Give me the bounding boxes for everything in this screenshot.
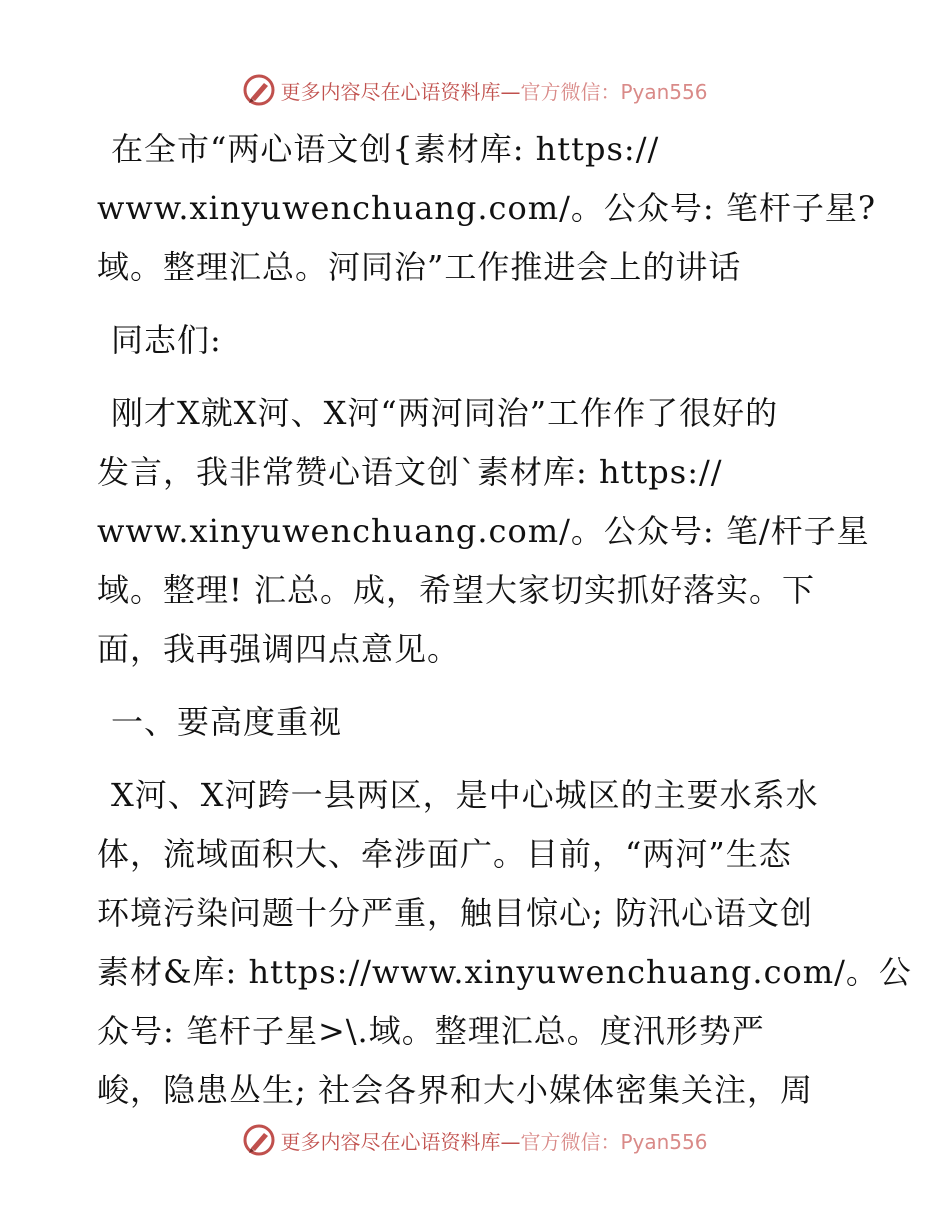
banner-main-text: 更多内容尽在心语资料库— bbox=[280, 1129, 521, 1154]
salutation: 同志们: bbox=[111, 321, 222, 359]
paragraph-line: 域。整理! 汇总。成，希望大家切实抓好落实。下 bbox=[97, 571, 816, 609]
document-title bbox=[97, 120, 876, 297]
paragraph-line: 众号: 笔杆子星>\.域。整理汇总。度汛形势严 bbox=[97, 1012, 765, 1050]
paragraph-line: 发言，我非常赞心语文创`素材库: https:// bbox=[97, 453, 723, 491]
banner-text bbox=[280, 76, 707, 105]
paragraph-line: 面，我再强调四点意见。 bbox=[97, 630, 461, 668]
section-heading: 一、要高度重视 bbox=[111, 703, 343, 741]
banner-main-text: 更多内容尽在心语资料库— bbox=[280, 79, 521, 104]
paragraph-line: 体，流域面积大、牵涉面广。目前，“两河”生态 bbox=[97, 835, 792, 873]
document-body bbox=[97, 120, 912, 1120]
paragraph-1 bbox=[97, 384, 870, 679]
banner-wechat-text: 官方微信：Pyan556 bbox=[520, 1129, 708, 1154]
paragraph-2 bbox=[97, 766, 912, 1120]
paragraph-line: 素材&库: https://www.xinyuwenchuang.com/。公 bbox=[97, 953, 912, 991]
title-line: www.xinyuwenchuang.com/。公众号: 笔杆子星? bbox=[97, 189, 876, 227]
header-watermark-banner bbox=[0, 70, 950, 110]
paragraph-line: 环境污染问题十分严重，触目惊心; 防汛心语文创 bbox=[97, 894, 813, 932]
pen-logo-icon bbox=[242, 73, 276, 107]
paragraph-line: www.xinyuwenchuang.com/。公众号: 笔/杆子星 bbox=[97, 512, 870, 550]
banner-text bbox=[280, 1126, 707, 1155]
paragraph-line: 刚才X就X河、X河“两河同治”工作作了很好的 bbox=[111, 394, 779, 432]
pen-logo-icon bbox=[242, 1123, 276, 1157]
banner-wechat-text: 官方微信：Pyan556 bbox=[520, 79, 708, 104]
footer-watermark-banner bbox=[0, 1120, 950, 1160]
title-line: 在全市“两心语文创{素材库: https:// bbox=[111, 130, 660, 168]
title-line: 域。整理汇总。河同治”工作推进会上的讲话 bbox=[97, 248, 742, 286]
paragraph-line: 峻，隐患丛生; 社会各界和大小媒体密集关注，周 bbox=[97, 1071, 813, 1109]
paragraph-line: X河、X河跨一县两区，是中心城区的主要水系水 bbox=[111, 776, 819, 814]
